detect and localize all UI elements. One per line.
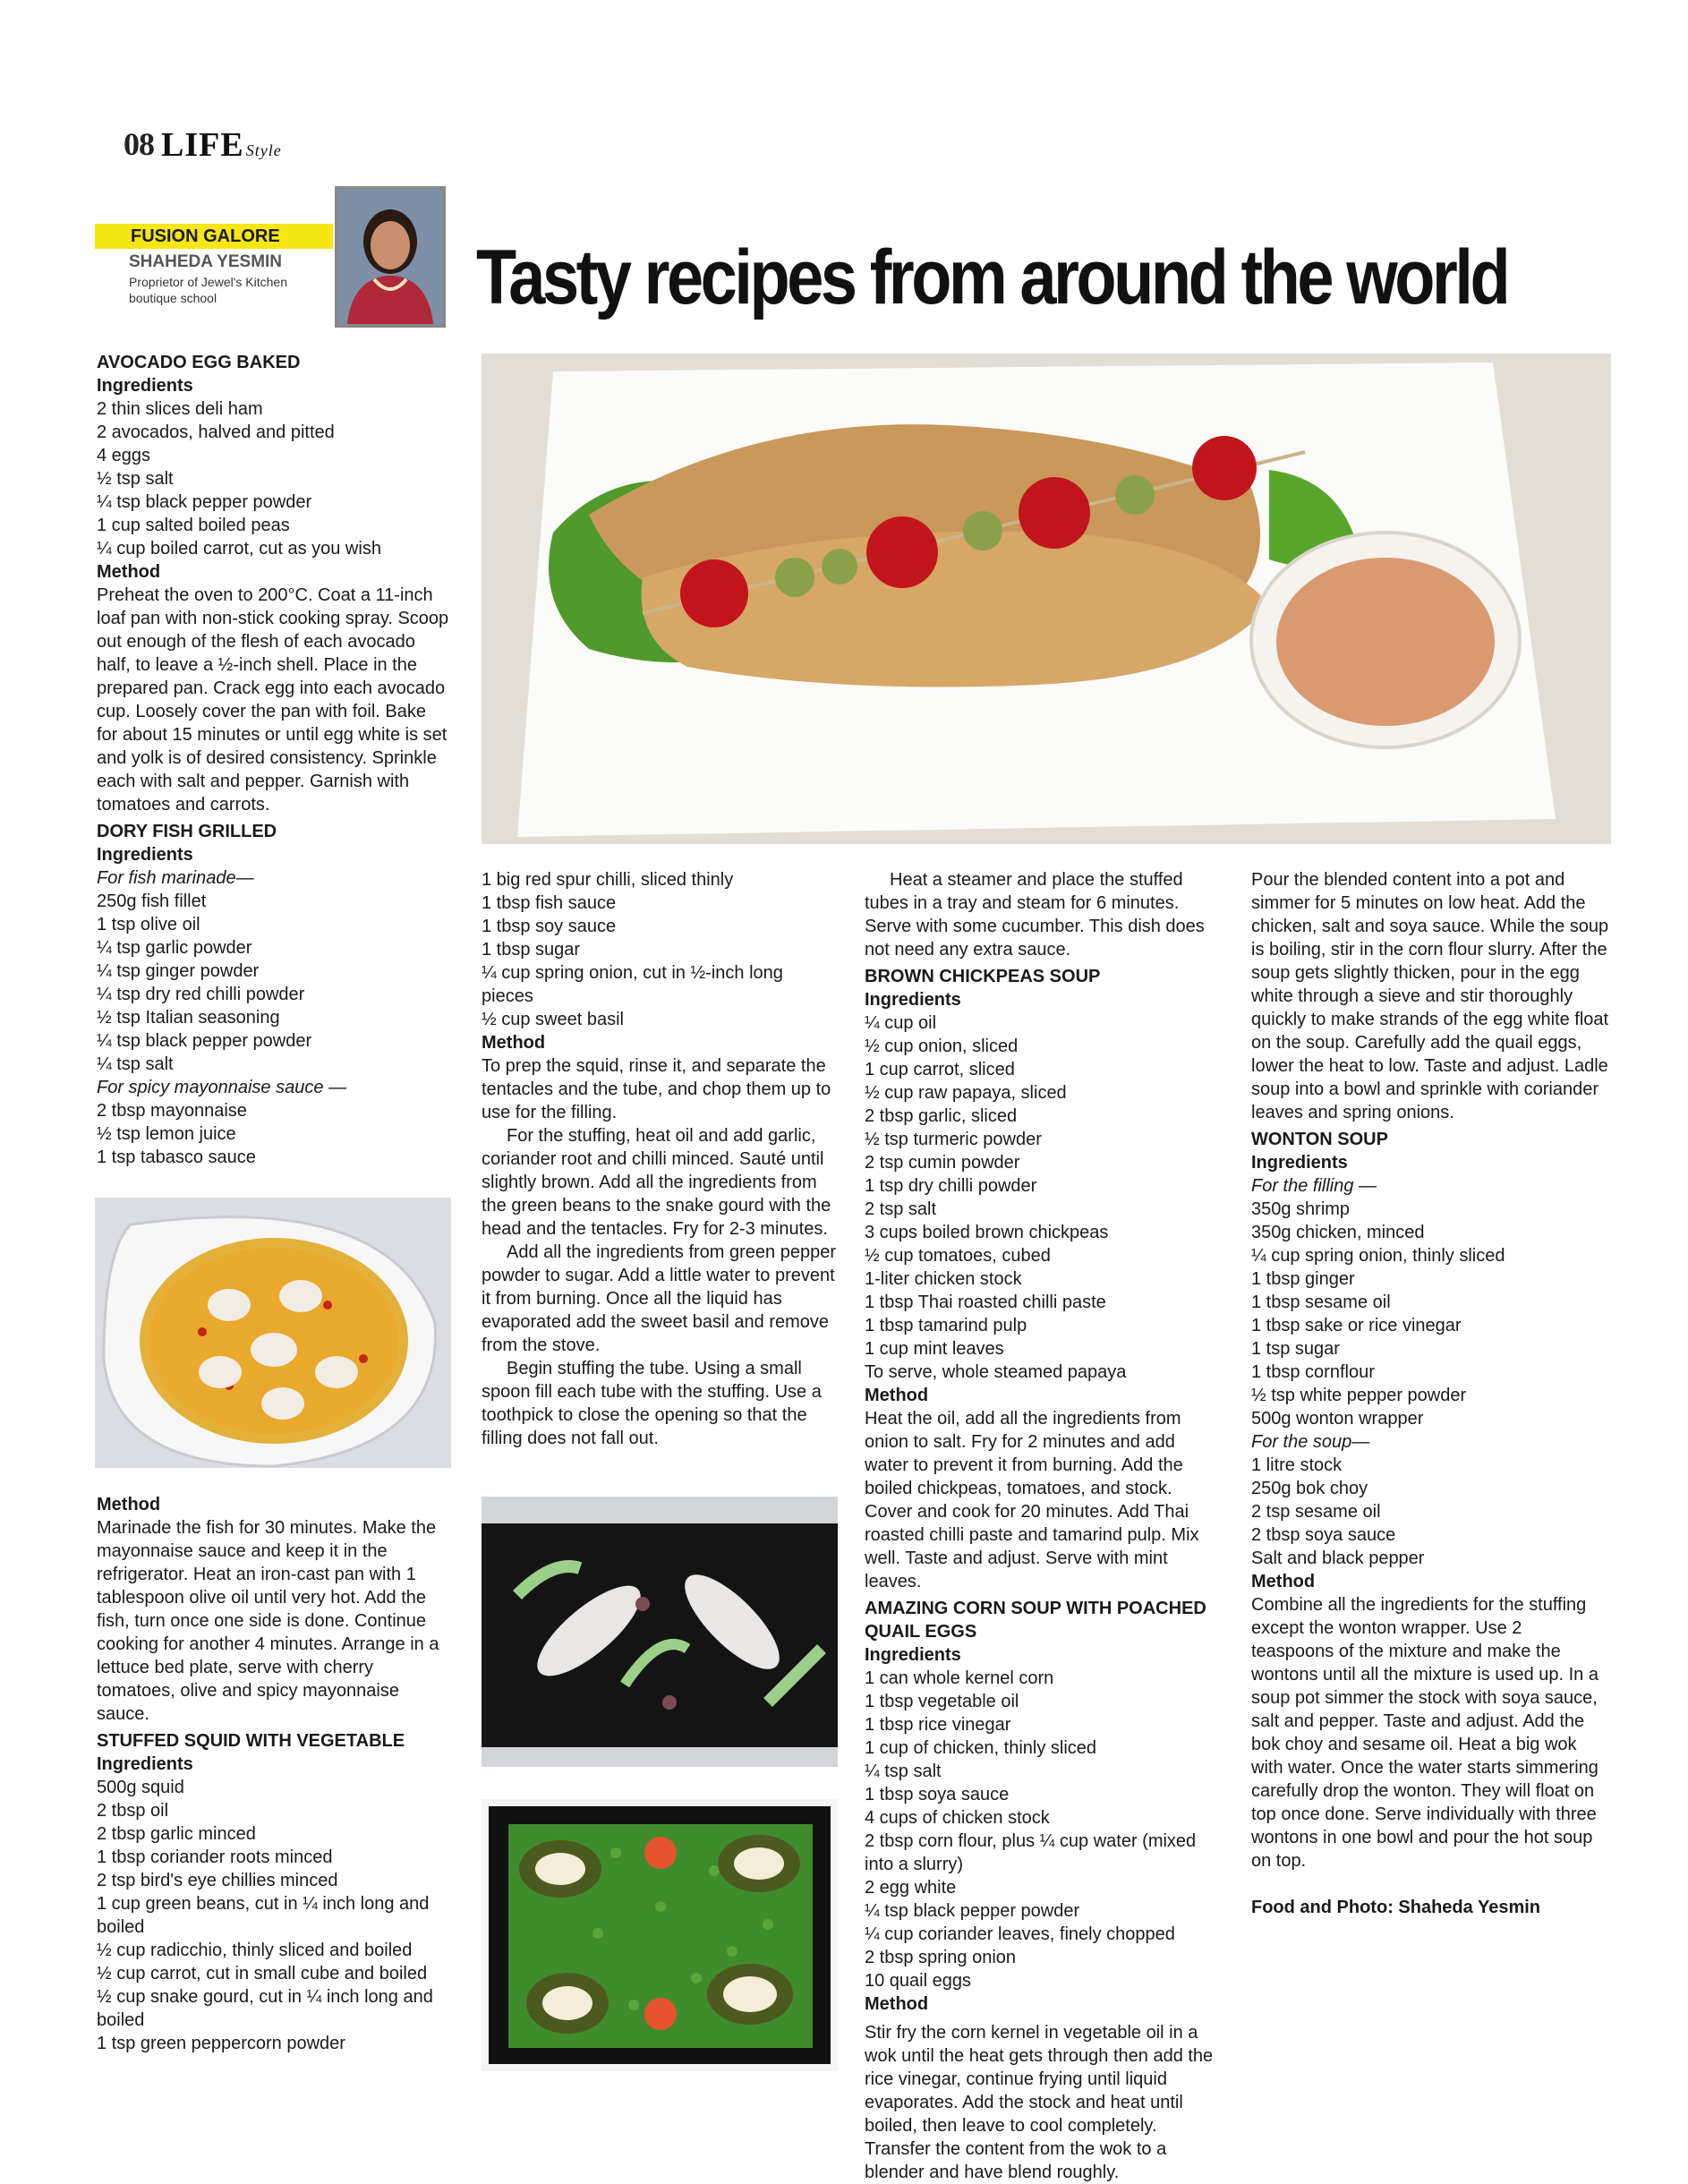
ingredient-line: 350g shrimp bbox=[1251, 1199, 1351, 1219]
ingredient-line: ½ cup radicchio, thinly sliced and boiled bbox=[97, 1941, 413, 1960]
wonton-soup-illustration bbox=[95, 1198, 451, 1468]
ingredient-line: ¼ tsp dry red chilli powder bbox=[97, 985, 305, 1004]
ingredient-line: 2 tbsp corn flour, plus ¼ cup water (mixed into a slurry) bbox=[865, 1831, 1197, 1874]
ingredient-line: 1 tsp sugar bbox=[1251, 1339, 1340, 1359]
section-brand-name: LIFE bbox=[161, 126, 244, 164]
dory-marinade-label: For fish marinade— bbox=[97, 868, 254, 888]
chickpeas-method-label: Method bbox=[865, 1386, 929, 1405]
squid-method-step-2: For the stuffing, heat oil and add garlic, coriander root and chilli minced. Sauté until slightly brown. Add all the ingredients from the green beans to the snake gourd with the head and the tentacles. Fry for 2-3 minutes. bbox=[482, 1126, 831, 1239]
ingredient-line: ¼ cup oil bbox=[865, 1013, 937, 1033]
ingredient-line: ¼ tsp black pepper powder bbox=[97, 1031, 312, 1051]
dory-fish-photo bbox=[482, 354, 1611, 844]
recipe-title-chickpeas: BROWN CHICKPEAS SOUP bbox=[865, 967, 1101, 986]
ingredient-line: 1 tsp tabasco sauce bbox=[97, 1147, 256, 1167]
author-name: SHAHEDA YESMIN bbox=[129, 252, 283, 271]
ingredient-line: 1 tbsp Thai roasted chilli paste bbox=[865, 1292, 1106, 1312]
ingredient-line: ½ tsp Italian seasoning bbox=[97, 1008, 280, 1028]
recipe-title-squid: STUFFED SQUID WITH VEGETABLE bbox=[97, 1731, 405, 1751]
ingredient-line: 1-liter chicken stock bbox=[865, 1269, 1022, 1289]
corn-method-label: Method bbox=[865, 1994, 929, 2014]
ingredient-line: 2 tbsp soya sauce bbox=[1251, 1525, 1396, 1545]
ingredient-line: ½ cup raw papaya, sliced bbox=[865, 1083, 1067, 1103]
photo-credit: Food and Photo: Shaheda Yesmin bbox=[1251, 1898, 1540, 1917]
ingredient-line: ½ cup onion, sliced bbox=[865, 1037, 1019, 1056]
column-kicker: FUSION GALORE bbox=[95, 224, 333, 249]
ingredient-line: 350g chicken, minced bbox=[1251, 1223, 1425, 1242]
ingredient-line: ¼ cup boiled carrot, cut as you wish bbox=[97, 539, 381, 559]
ingredient-line: 2 tbsp garlic, sliced bbox=[865, 1106, 1018, 1126]
ingredient-line: 1 cup salted boiled peas bbox=[97, 516, 290, 535]
ingredient-line: 1 tbsp soy sauce bbox=[482, 917, 617, 936]
ingredient-line: 500g squid bbox=[97, 1778, 184, 1797]
avocado-ingredients-label: Ingredients bbox=[97, 376, 193, 396]
wonton-filling-label: For the filling — bbox=[1251, 1176, 1377, 1196]
ingredient-line: 1 tbsp rice vinegar bbox=[865, 1715, 1011, 1735]
squid-method-step-3: Add all the ingredients from green pepper powder to sugar. Add a little water to prevent it from burning. Once all the liquid has evaporated add the sweet basil and remove from the stove. bbox=[482, 1242, 837, 1355]
ingredient-line: 1 big red spur chilli, sliced thinly bbox=[482, 870, 734, 890]
avocado-egg-illustration bbox=[482, 1799, 838, 2071]
section-brand bbox=[161, 125, 282, 165]
ingredient-line: 1 tbsp sugar bbox=[482, 940, 581, 960]
recipe-title-dory: DORY FISH GRILLED bbox=[97, 822, 277, 841]
ingredient-line: 1 cup green beans, cut in ¼ inch long and boiled bbox=[97, 1894, 430, 1937]
ingredient-line: ¼ tsp salt bbox=[865, 1762, 942, 1781]
ingredient-line: 1 tbsp coriander roots minced bbox=[97, 1847, 333, 1867]
column-1-lower bbox=[97, 1493, 451, 2055]
dory-ingredients-label: Ingredients bbox=[97, 845, 193, 865]
ingredient-line: ¼ tsp ginger powder bbox=[97, 961, 260, 981]
ingredient-line: 250g bok choy bbox=[1251, 1479, 1368, 1498]
ingredient-line: 2 tsp sesame oil bbox=[1251, 1502, 1381, 1522]
ingredient-line: 1 tbsp tamarind pulp bbox=[865, 1316, 1027, 1335]
ingredient-line: ½ tsp lemon juice bbox=[97, 1124, 236, 1144]
wonton-method-text: Combine all the ingredients for the stuffing except the wonton wrapper. Use 2 teaspoons of the mixture and make the wontons until all the mixture is used up. In a soup pot simmer the stock with soya sauce, salt and pepper. Taste and adjust. Add the bok choy and sesame oil. Heat a big wok with water. Once the water starts simmering carefully drop the wonton. They will float on top once done. Serve individually with three wontons in one bowl and pour the hot soup on top. bbox=[1251, 1595, 1598, 1871]
ingredient-line: 1 cup mint leaves bbox=[865, 1339, 1004, 1359]
avocado-method-text: Preheat the oven to 200°C. Coat a 11-inch loaf pan with non-stick cooking spray. Scoop out enough of the flesh of each avocado half, to leave a ½-inch shell. Place in the prepared pan. Crack egg into each avocado cup. Loosely cover the pan with foil. Bake for about 15 minutes or until egg white is set and yolk is of desired consistency. Sprinkle each with salt and pepper. Garnish with tomatoes and carrots. bbox=[97, 585, 449, 815]
ingredient-line: ¼ tsp black pepper powder bbox=[97, 492, 312, 512]
ingredient-line: To serve, whole steamed papaya bbox=[865, 1362, 1127, 1382]
corn-method-step-2: Pour the blended content into a pot and simmer for 5 minutes on low heat. Add the chicken, salt and soya sauce. While the soup is boiling, stir in the corn flour slurry. After the soup gets slightly thicken, pour in the egg white through a sieve and stir thoroughly quickly to make strands of the egg white float on the soup. Carefully add the quail eggs, lower the heat to low. Taste and adjust. Ladle soup into a bowl and sprinkle with coriander leaves and spring onions. bbox=[1251, 870, 1609, 1122]
ingredient-line: 1 litre stock bbox=[1251, 1455, 1343, 1475]
ingredient-line: 1 tbsp vegetable oil bbox=[865, 1692, 1019, 1711]
wonton-soup-label: For the soup— bbox=[1251, 1432, 1370, 1452]
author-role: Proprietor of Jewel's Kitchen boutique school bbox=[129, 275, 287, 305]
avocado-egg-photo bbox=[482, 1799, 838, 2071]
ingredient-line: 1 tbsp ginger bbox=[1251, 1269, 1355, 1289]
ingredient-line: ½ tsp salt bbox=[97, 469, 174, 489]
column-2 bbox=[482, 868, 836, 1450]
column-3-tail bbox=[865, 2021, 1219, 2182]
ingredient-line: 1 tbsp fish sauce bbox=[482, 893, 617, 913]
corn-ingredients-label: Ingredients bbox=[865, 1645, 961, 1665]
squid-ingredients-label: Ingredients bbox=[97, 1754, 193, 1774]
page-headline: Tasty recipes from around the world bbox=[476, 235, 1508, 320]
ingredient-line: 1 tsp olive oil bbox=[97, 915, 200, 934]
ingredient-line: 10 quail eggs bbox=[865, 1971, 971, 1991]
stuffed-squid-illustration bbox=[482, 1497, 838, 1767]
dory-method-label: Method bbox=[97, 1495, 161, 1514]
dory-sauce-label: For spicy mayonnaise sauce — bbox=[97, 1078, 347, 1097]
column-4 bbox=[1251, 868, 1609, 1919]
ingredient-line: ½ cup carrot, cut in small cube and boiled bbox=[97, 1964, 428, 1984]
ingredient-line: 1 tbsp sake or rice vinegar bbox=[1251, 1316, 1462, 1335]
ingredient-line: ½ cup sweet basil bbox=[482, 1010, 624, 1029]
ingredient-line: 2 tsp salt bbox=[865, 1199, 937, 1219]
ingredient-line: 1 tsp green peppercorn powder bbox=[97, 2034, 345, 2053]
column-1 bbox=[97, 351, 451, 1169]
ingredient-line: 1 cup carrot, sliced bbox=[865, 1060, 1015, 1079]
wonton-soup-photo bbox=[95, 1198, 451, 1468]
ingredient-line: 2 tbsp mayonnaise bbox=[97, 1101, 247, 1121]
ingredient-line: ½ cup tomatoes, cubed bbox=[865, 1246, 1051, 1266]
squid-method-step-4: Begin stuffing the tube. Using a small spoon fill each tube with the stuffing. Use a toothpick to close the opening so that the filling does not fall out. bbox=[482, 1359, 822, 1448]
ingredient-line: ½ tsp turmeric powder bbox=[865, 1130, 1042, 1149]
ingredient-line: ¼ tsp garlic powder bbox=[97, 938, 252, 958]
ingredient-line: ¼ tsp salt bbox=[97, 1054, 174, 1074]
ingredient-line: 250g fish fillet bbox=[97, 892, 207, 911]
ingredient-line: ½ tsp white pepper powder bbox=[1251, 1386, 1467, 1405]
squid-method-step-1: To prep the squid, rinse it, and separate the tentacles and the tube, and chop them up to use for the filling. bbox=[482, 1056, 831, 1122]
ingredient-line: Salt and black pepper bbox=[1251, 1548, 1425, 1568]
ingredient-line: 2 tbsp spring onion bbox=[865, 1948, 1017, 1967]
section-brand-sub: Style bbox=[245, 141, 282, 159]
author-portrait bbox=[335, 186, 446, 328]
wonton-method-label: Method bbox=[1251, 1572, 1316, 1591]
ingredient-line: 2 tbsp oil bbox=[97, 1801, 169, 1821]
ingredient-line: ½ cup snake gourd, cut in ¼ inch long and boiled bbox=[97, 1987, 433, 2030]
avocado-method-label: Method bbox=[97, 562, 161, 582]
recipe-title-wonton: WONTON SOUP bbox=[1251, 1130, 1388, 1149]
ingredient-line: 2 thin slices deli ham bbox=[97, 399, 263, 419]
ingredient-line: ¼ cup spring onion, thinly sliced bbox=[1251, 1246, 1505, 1266]
squid-method-label: Method bbox=[482, 1033, 546, 1053]
ingredient-line: 2 avocados, halved and pitted bbox=[97, 422, 335, 442]
corn-method-step-1: Stir fry the corn kernel in vegetable oil in a wok until the heat gets through then add the rice vinegar, continue frying until liquid evaporates. Add the stock and heat until boiled, then leave to cool completely. Transfer the content from the wok to a blender and have blend roughly. bbox=[865, 2023, 1214, 2182]
ingredient-line: 1 tbsp sesame oil bbox=[1251, 1292, 1391, 1312]
ingredient-line: 4 eggs bbox=[97, 446, 151, 465]
squid-method-step-5: Heat a steamer and place the stuffed tubes in a tray and steam for 6 minutes. Serve with some cucumber. This dish does not need any extra sauce. bbox=[865, 870, 1205, 960]
ingredient-line: ¼ cup coriander leaves, finely chopped bbox=[865, 1924, 1175, 1944]
ingredient-line: 4 cups of chicken stock bbox=[865, 1808, 1050, 1828]
page-number: 08 bbox=[124, 126, 154, 162]
ingredient-line: 500g wonton wrapper bbox=[1251, 1409, 1424, 1429]
portrait-illustration bbox=[338, 190, 442, 324]
chickpeas-ingredients-label: Ingredients bbox=[865, 990, 961, 1010]
column-3 bbox=[865, 868, 1219, 2016]
wonton-ingredients-label: Ingredients bbox=[1251, 1153, 1348, 1173]
ingredient-line: 1 tbsp cornflour bbox=[1251, 1362, 1375, 1382]
ingredient-line: 2 egg white bbox=[865, 1878, 957, 1898]
stuffed-squid-photo bbox=[482, 1497, 838, 1767]
ingredient-line: 1 can whole kernel corn bbox=[865, 1668, 1054, 1688]
recipe-title-corn: AMAZING CORN SOUP WITH POACHED QUAIL EGGS bbox=[865, 1599, 1206, 1642]
ingredient-line: 2 tsp cumin powder bbox=[865, 1153, 1020, 1173]
ingredient-line: 1 tsp dry chilli powder bbox=[865, 1176, 1037, 1196]
ingredient-line: 2 tsp bird's eye chillies minced bbox=[97, 1871, 338, 1890]
ingredient-line: ¼ tsp black pepper powder bbox=[865, 1901, 1080, 1921]
ingredient-line: 1 tbsp soya sauce bbox=[865, 1785, 1010, 1804]
ingredient-line: ¼ cup spring onion, cut in ½-inch long pieces bbox=[482, 963, 783, 1006]
dory-method-text: Marinade the fish for 30 minutes. Make the mayonnaise sauce and keep it in the refrigerator. Heat an iron-cast pan with 1 tablespoon olive oil until very hot. Add the fish, turn once one side is done. Continue cooking for another 4 minutes. Arrange in a lettuce bed plate, serve with cherry tomatoes, olive and spicy mayonnaise sauce. bbox=[97, 1518, 439, 1724]
chickpeas-method-text: Heat the oil, add all the ingredients from onion to salt. Fry for 2 minutes and add water to prevent it from burning. Add the boiled chickpeas, tomatoes, and stock. Cover and cook for 20 minutes. Add Thai roasted chilli paste and tamarind pulp. Mix well. Taste and adjust. Serve with mint leaves. bbox=[865, 1409, 1199, 1591]
dory-fish-illustration bbox=[482, 354, 1611, 844]
ingredient-line: 1 cup of chicken, thinly sliced bbox=[865, 1738, 1097, 1758]
ingredient-line: 2 tbsp garlic minced bbox=[97, 1824, 256, 1844]
ingredient-line: 3 cups boiled brown chickpeas bbox=[865, 1223, 1109, 1242]
recipe-title-avocado: AVOCADO EGG BAKED bbox=[97, 353, 301, 372]
